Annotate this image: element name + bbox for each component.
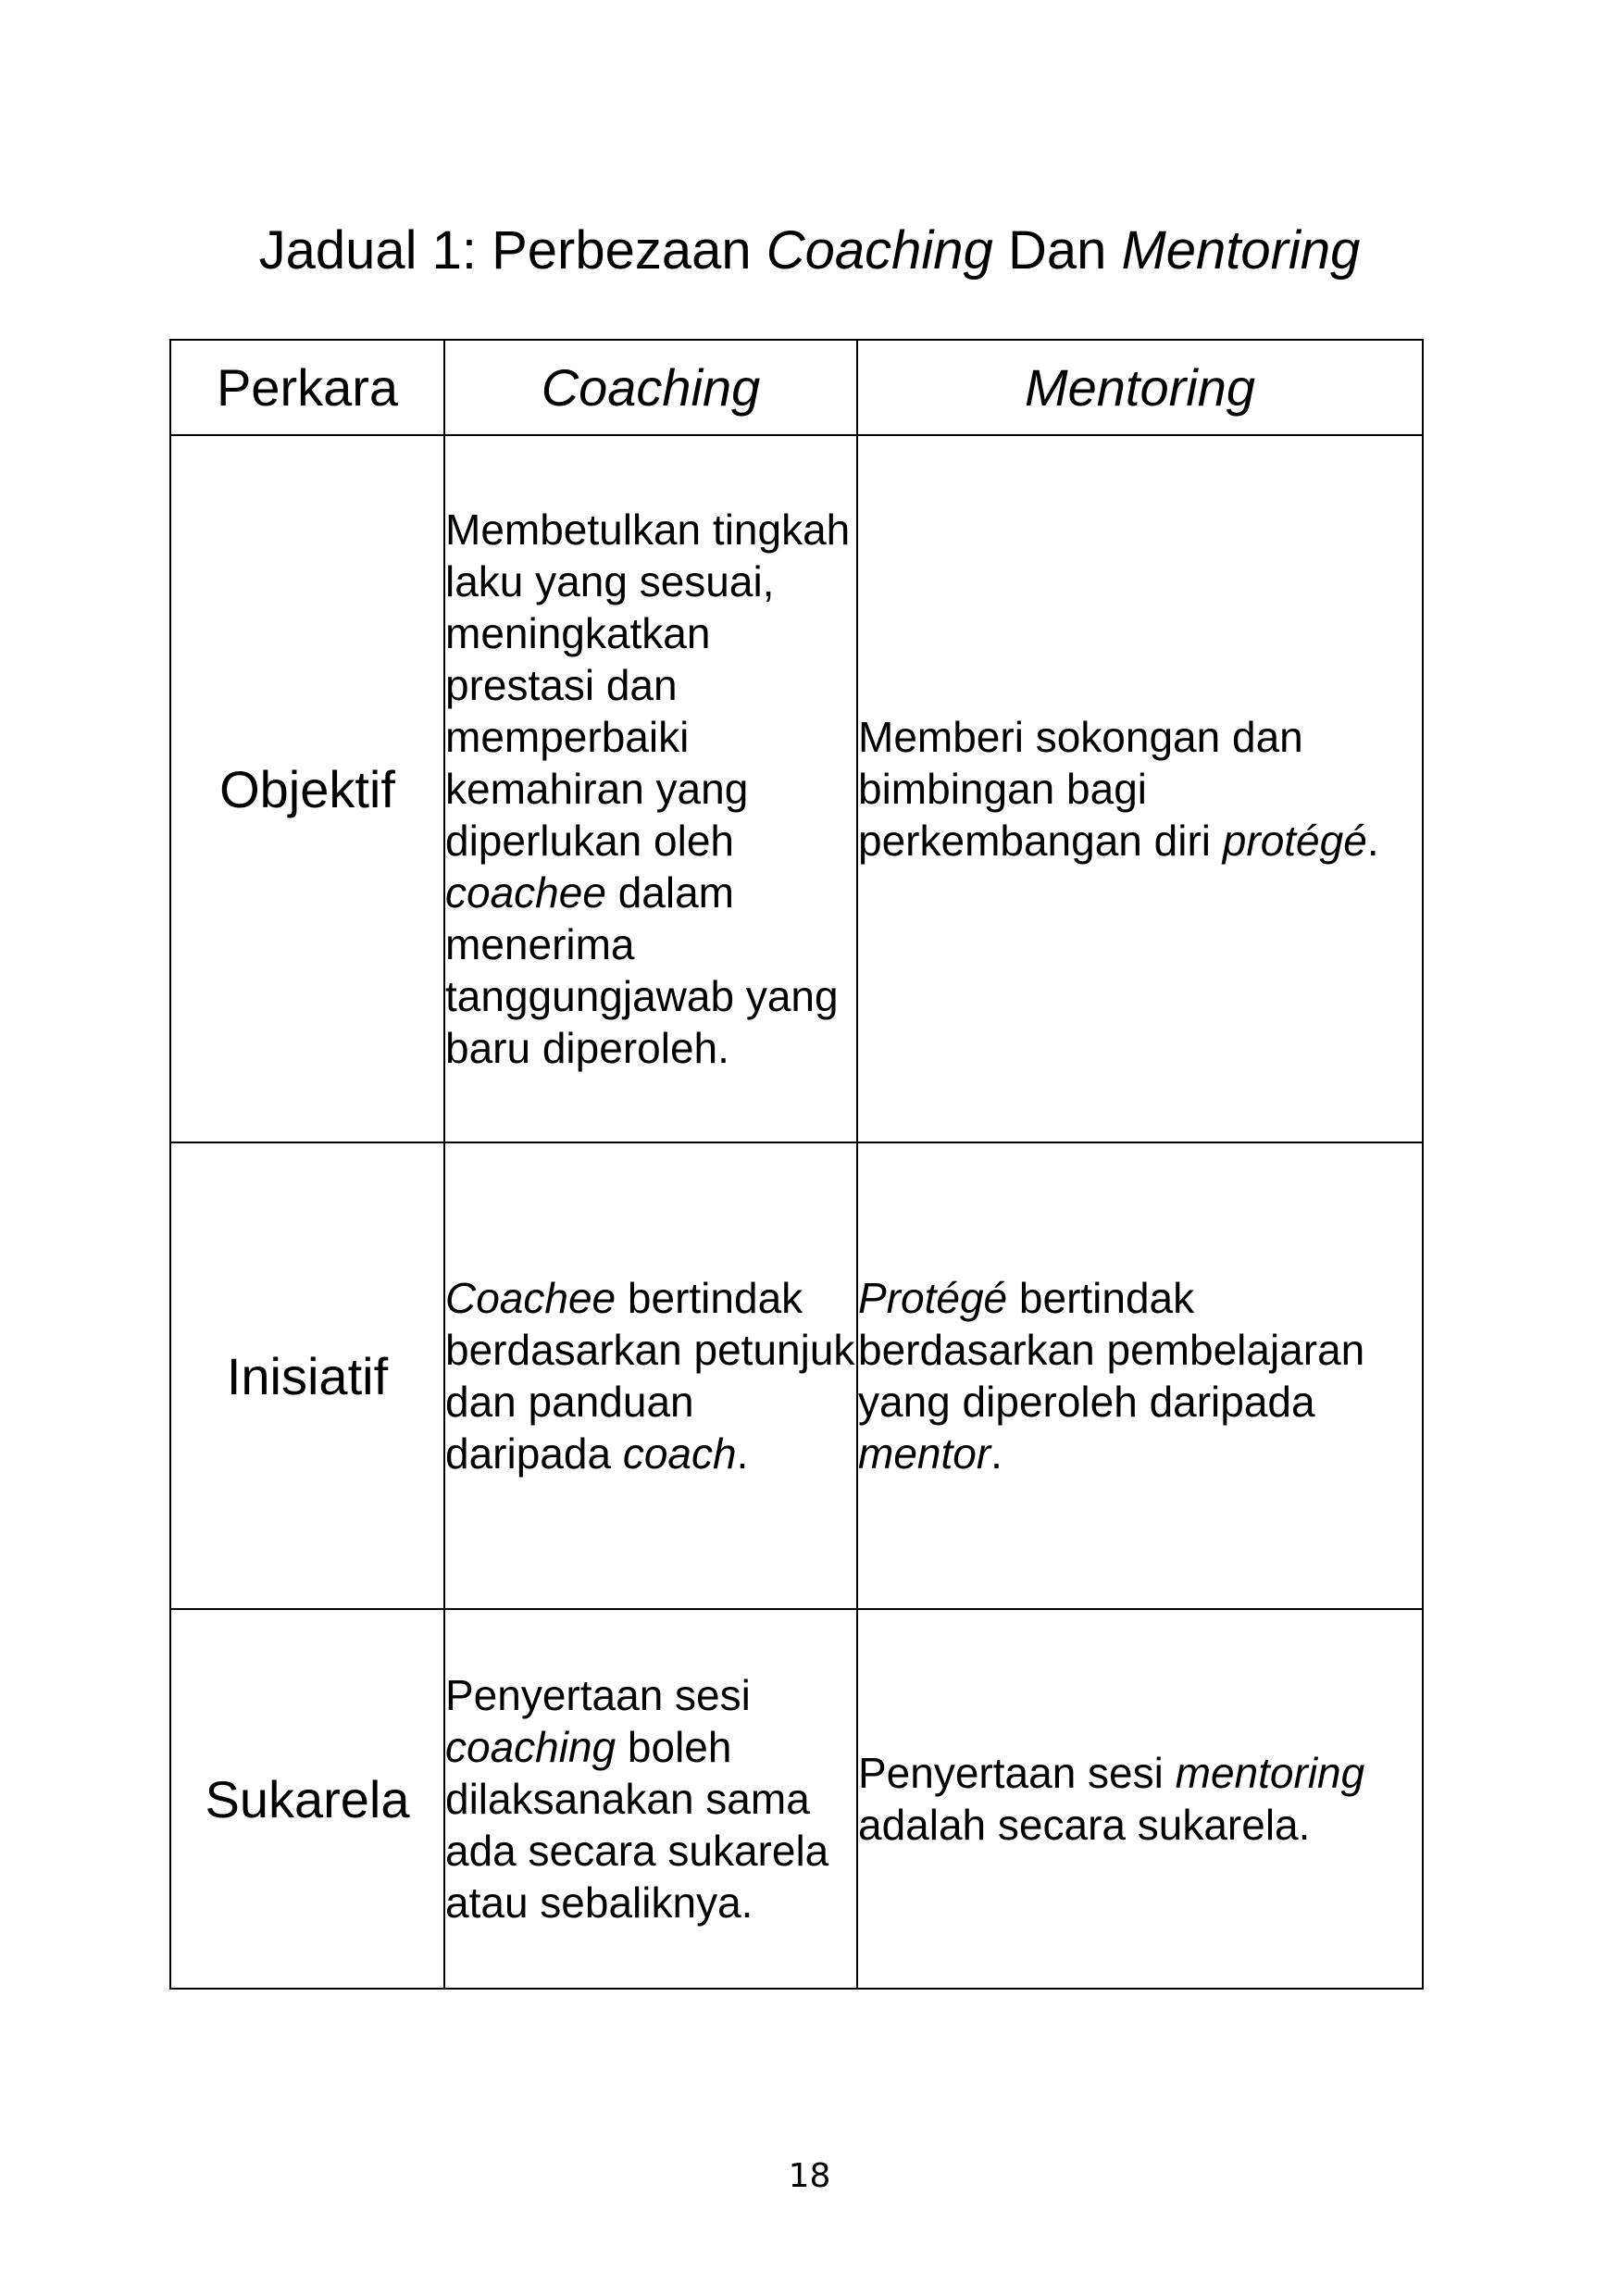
page-number: 18 — [788, 2157, 831, 2195]
header-coaching: Coaching — [444, 340, 857, 435]
cell-coaching-sukarela: Penyertaan sesi coaching boleh dilaksanakan sama ada secara sukarela atau sebaliknya. — [444, 1609, 857, 1989]
caption-prefix: Jadual 1: Perbezaan — [258, 220, 766, 281]
cell-mentoring-objektif: Memberi sokongan dan bimbingan bagi perkembangan diri protégé. — [857, 435, 1423, 1142]
cell-mentoring-inisiatif: Protégé bertindak berdasarkan pembelajaran yang diperoleh daripada mentor. — [857, 1142, 1423, 1609]
cell-mentoring-sukarela: Penyertaan sesi mentoring adalah secara sukarela. — [857, 1609, 1423, 1989]
table-header-row — [170, 340, 1423, 435]
table-row-objektif — [170, 435, 1423, 1142]
header-perkara: Perkara — [170, 340, 444, 435]
table-caption — [0, 218, 1619, 283]
row-label-sukarela: Sukarela — [170, 1609, 444, 1989]
row-label-inisiatif: Inisiatif — [170, 1142, 444, 1609]
header-mentoring: Mentoring — [857, 340, 1423, 435]
table-row-sukarela — [170, 1609, 1423, 1989]
row-label-objektif: Objektif — [170, 435, 444, 1142]
caption-conjunction: Dan — [992, 220, 1122, 281]
cell-coaching-objektif: Membetulkan tingkah laku yang sesuai, meningkatkan prestasi dan memperbaiki kemahiran yang diperlukan oleh coachee dalam menerima tanggungjawab yang baru diperoleh. — [444, 435, 857, 1142]
caption-term-coaching: Coaching — [766, 220, 993, 281]
cell-coaching-inisiatif: Coachee bertindak berdasarkan petunjuk dan panduan daripada coach. — [444, 1142, 857, 1609]
table-row-inisiatif — [170, 1142, 1423, 1609]
comparison-table — [169, 339, 1424, 1990]
caption-term-mentoring: Mentoring — [1121, 220, 1361, 281]
